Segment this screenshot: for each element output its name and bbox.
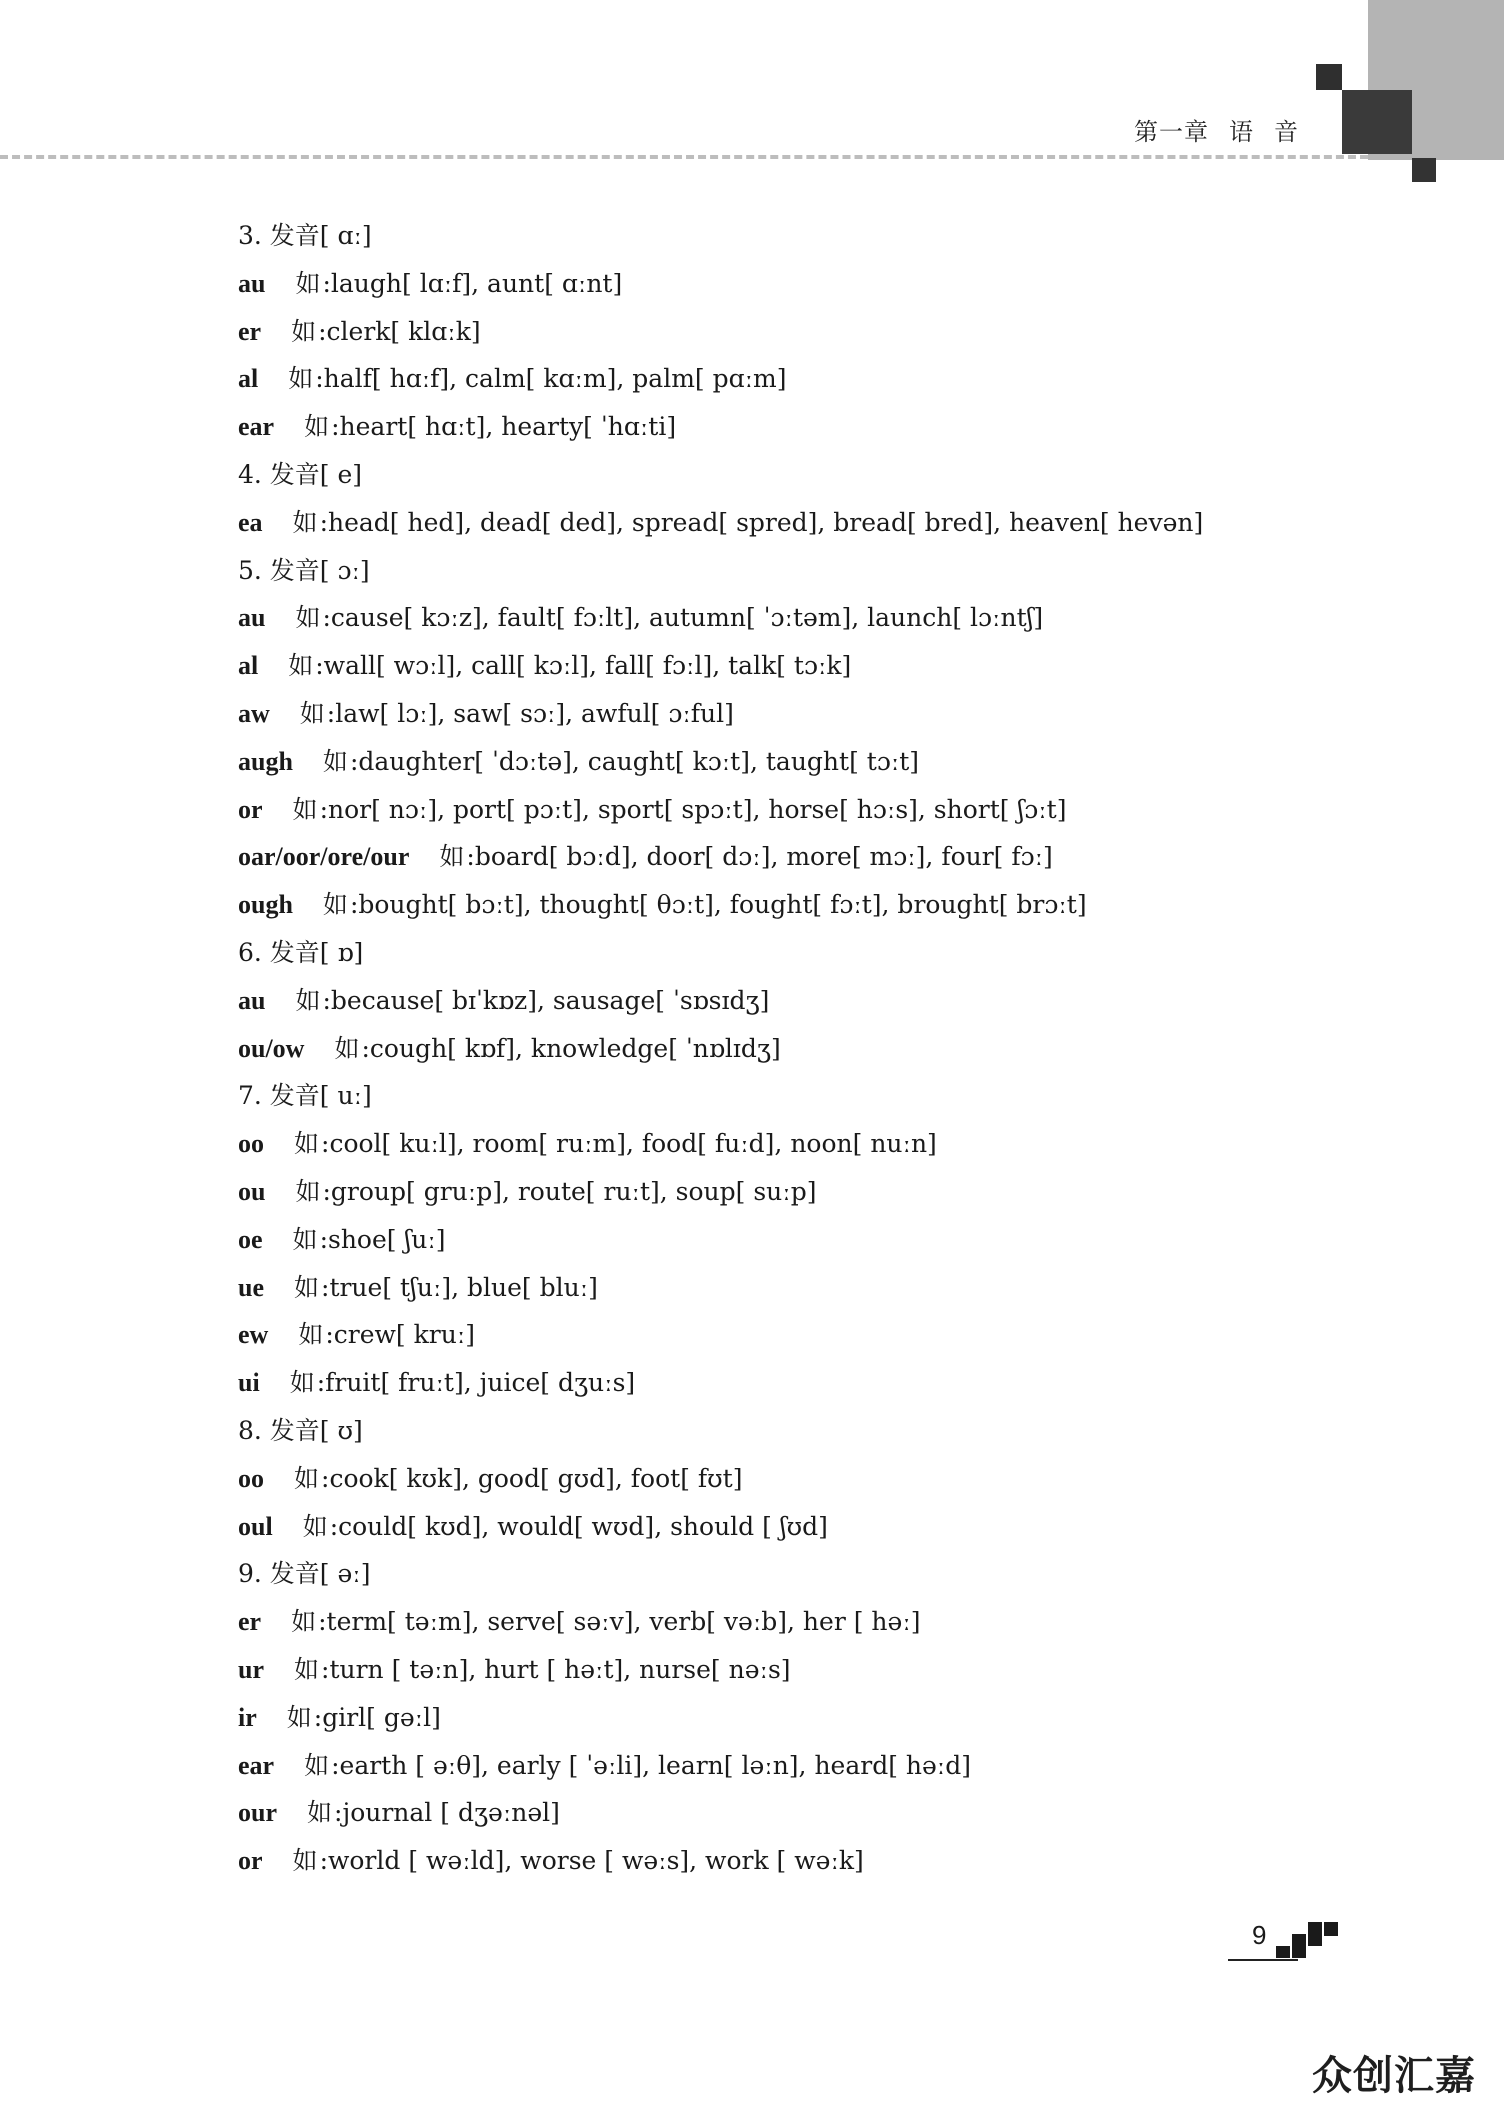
example-words: :heart[ hɑːt], hearty[ ˈhɑːti] (331, 412, 677, 442)
example-words: :bought[ bɔːt], thought[ θɔːt], fought[ fɔːt], brought[ brɔːt] (349, 890, 1087, 920)
example-marker: 如 (298, 1320, 324, 1350)
pronunciation-entry (238, 1216, 1368, 1264)
chapter-header (1134, 112, 1299, 147)
example-words: :girl[ gəːl] (313, 1702, 441, 1732)
example-words: :cool[ kuːl], room[ ruːm], food[ fuːd], noon[ nuːn] (321, 1129, 937, 1159)
pronunciation-entry (238, 1694, 1368, 1742)
example-words: :cause[ kɔːz], fault[ fɔːlt], autumn[ ˈɔːtəm], launch[ lɔːntʃ] (322, 603, 1044, 633)
example-words: :half[ hɑːf], calm[ kɑːm], palm[ pɑːm] (315, 364, 787, 394)
example-marker: 如 (292, 794, 318, 824)
section-heading: 7. 发音[ uː] (238, 1081, 372, 1111)
example-marker: 如 (304, 412, 330, 442)
chapter-title-part-1: 语 (1229, 118, 1254, 146)
example-words: :daughter[ ˈdɔːtə], caught[ kɔːt], taught[ tɔːt] (349, 746, 920, 776)
letter-combination: er (238, 1607, 262, 1637)
section-heading: 8. 发音[ ʊ] (238, 1415, 363, 1445)
example-marker: 如 (304, 1750, 330, 1780)
letter-combination: ough (238, 890, 293, 920)
example-words: :crew[ kruː] (325, 1320, 475, 1350)
example-words: :law[ lɔː], saw[ sɔː], awful[ ɔːful] (326, 698, 734, 728)
letter-combination: er (238, 316, 262, 346)
letter-combination: ou/ow (238, 1033, 305, 1063)
section-heading: 4. 发音[ e] (238, 459, 363, 489)
pronunciation-list (238, 212, 1368, 1885)
section-heading: 9. 发音[ əː] (238, 1559, 371, 1589)
page-number-underline (1228, 1959, 1298, 1961)
letter-combination: oul (238, 1511, 273, 1541)
example-marker: 如 (294, 1654, 320, 1684)
letter-combination: al (238, 364, 259, 394)
pronunciation-entry (238, 1598, 1368, 1646)
example-words: :wall[ wɔːl], call[ kɔːl], fall[ fɔːl], talk[ tɔːk] (315, 651, 852, 681)
example-marker: 如 (295, 985, 321, 1015)
section-heading: 3. 发音[ ɑː] (238, 221, 372, 250)
example-words: :earth [ əːθ], early [ ˈəːli], learn[ ləːn], heard[ həːd] (331, 1750, 971, 1780)
example-marker: 如 (295, 603, 321, 633)
pronunciation-entry (238, 1837, 1368, 1885)
pronunciation-entry (238, 642, 1368, 690)
pronunciation-entry (238, 1359, 1368, 1407)
pronunciation-entry (238, 594, 1368, 642)
example-words: :fruit[ fruːt], juice[ dʒuːs] (316, 1368, 636, 1398)
example-words: :world [ wəːld], worse [ wəːs], work [ wəːk] (319, 1846, 864, 1876)
chapter-title-part-2: 音 (1274, 118, 1299, 146)
example-marker: 如 (322, 746, 348, 776)
example-words: :laugh[ lɑːf], aunt[ ɑːnt] (322, 268, 623, 298)
example-marker: 如 (288, 651, 314, 681)
letter-combination: ui (238, 1368, 260, 1398)
example-marker: 如 (294, 1272, 320, 1302)
pronunciation-entry (238, 1311, 1368, 1359)
letter-combination: ur (238, 1654, 264, 1684)
pronunciation-entry (238, 1264, 1368, 1312)
letter-combination: ear (238, 412, 275, 442)
example-marker: 如 (334, 1033, 360, 1063)
example-words: :could[ kʊd], would[ wʊd], should [ ʃʊd] (329, 1511, 828, 1541)
example-marker: 如 (299, 698, 325, 728)
example-words: :group[ gruːp], route[ ruːt], soup[ suːp] (322, 1176, 817, 1206)
letter-combination: au (238, 268, 266, 298)
pronunciation-entry (238, 881, 1368, 929)
example-marker: 如 (289, 1368, 315, 1398)
page-number: 9 (1252, 1920, 1267, 1950)
example-marker: 如 (288, 364, 314, 394)
example-words: :true[ tʃuː], blue[ bluː] (321, 1272, 598, 1302)
example-words: :cough[ kɒf], knowledge[ ˈnɒlɪdʒ] (361, 1033, 781, 1063)
pronunciation-entry (238, 1120, 1368, 1168)
page-deco-block (1324, 1922, 1338, 1936)
letter-combination: al (238, 651, 259, 681)
letter-combination: oo (238, 1463, 264, 1493)
example-marker: 如 (302, 1511, 328, 1541)
example-words: :clerk[ klɑːk] (318, 316, 481, 346)
section-heading: 6. 发音[ ɒ] (238, 937, 364, 967)
letter-combination: augh (238, 746, 293, 776)
pronunciation-entry (238, 1455, 1368, 1503)
pronunciation-entry (238, 1789, 1368, 1837)
example-words: :head[ hed], dead[ ded], spread[ spred], bread[ bred], heaven[ hevən] (319, 507, 1204, 537)
example-marker: 如 (294, 1129, 320, 1159)
pronunciation-entry (238, 1168, 1368, 1216)
example-words: :shoe[ ʃuː] (319, 1224, 446, 1254)
pronunciation-entry (238, 1503, 1368, 1551)
example-marker: 如 (291, 1607, 317, 1637)
pronunciation-entry (238, 690, 1368, 738)
page-deco-block (1276, 1946, 1290, 1958)
letter-combination: au (238, 985, 266, 1015)
example-words: :turn [ təːn], hurt [ həːt], nurse[ nəːs] (321, 1654, 791, 1684)
example-marker: 如 (292, 507, 318, 537)
letter-combination: oo (238, 1129, 264, 1159)
pronunciation-entry (238, 260, 1368, 308)
page-deco-block (1308, 1922, 1322, 1946)
letter-combination: or (238, 794, 263, 824)
pronunciation-entry (238, 355, 1368, 403)
letter-combination: ea (238, 507, 263, 537)
example-words: :nor[ nɔː], port[ pɔːt], sport[ spɔːt], horse[ hɔːs], short[ ʃɔːt] (319, 794, 1067, 824)
section-heading: 5. 发音[ ɔː] (238, 555, 370, 585)
example-words: :cook[ kʊk], good[ gʊd], foot[ fʊt] (321, 1463, 743, 1493)
letter-combination: au (238, 603, 266, 633)
example-words: :term[ təːm], serve[ səːv], verb[ vəːb], her [ həː] (318, 1607, 921, 1637)
page-number-block (1228, 1920, 1338, 1960)
example-marker: 如 (291, 316, 317, 346)
example-marker: 如 (439, 842, 465, 872)
pronunciation-entry (238, 308, 1368, 356)
header-deco-square-small (1316, 64, 1342, 90)
letter-combination: aw (238, 698, 270, 728)
letter-combination: ir (238, 1702, 257, 1732)
letter-combination: ue (238, 1272, 264, 1302)
example-marker: 如 (295, 1176, 321, 1206)
pronunciation-entry (238, 1742, 1368, 1790)
example-marker: 如 (295, 268, 321, 298)
letter-combination: ear (238, 1750, 275, 1780)
example-marker: 如 (292, 1224, 318, 1254)
header-deco-square-bottom (1412, 158, 1436, 182)
pronunciation-entry (238, 786, 1368, 834)
example-words: :journal [ dʒəːnəl] (334, 1798, 560, 1828)
chapter-label: 第一章 (1134, 118, 1209, 146)
example-marker: 如 (294, 1463, 320, 1493)
pronunciation-entry (238, 977, 1368, 1025)
pronunciation-entry (238, 833, 1368, 881)
letter-combination: our (238, 1798, 277, 1828)
letter-combination: oe (238, 1224, 263, 1254)
example-marker: 如 (307, 1798, 333, 1828)
example-marker: 如 (292, 1846, 318, 1876)
letter-combination: oar/oor/ore/our (238, 842, 410, 872)
pronunciation-entry (238, 1025, 1368, 1073)
page-deco-block (1292, 1934, 1306, 1958)
header-deco-square-large (1342, 90, 1412, 154)
letter-combination: ew (238, 1320, 269, 1350)
pronunciation-entry (238, 403, 1368, 451)
example-marker: 如 (286, 1702, 312, 1732)
letter-combination: ou (238, 1176, 266, 1206)
letter-combination: or (238, 1846, 263, 1876)
pronunciation-entry (238, 499, 1368, 547)
example-words: :because[ bɪˈkɒz], sausage[ ˈsɒsɪdʒ] (322, 985, 770, 1015)
pronunciation-entry (238, 738, 1368, 786)
example-words: :board[ bɔːd], door[ dɔː], more[ mɔː], four[ fɔː] (466, 842, 1053, 872)
example-marker: 如 (322, 890, 348, 920)
watermark-text: 众创汇嘉 (1312, 2053, 1476, 2099)
pronunciation-entry (238, 1646, 1368, 1694)
header-dashed-rule (0, 155, 1368, 159)
